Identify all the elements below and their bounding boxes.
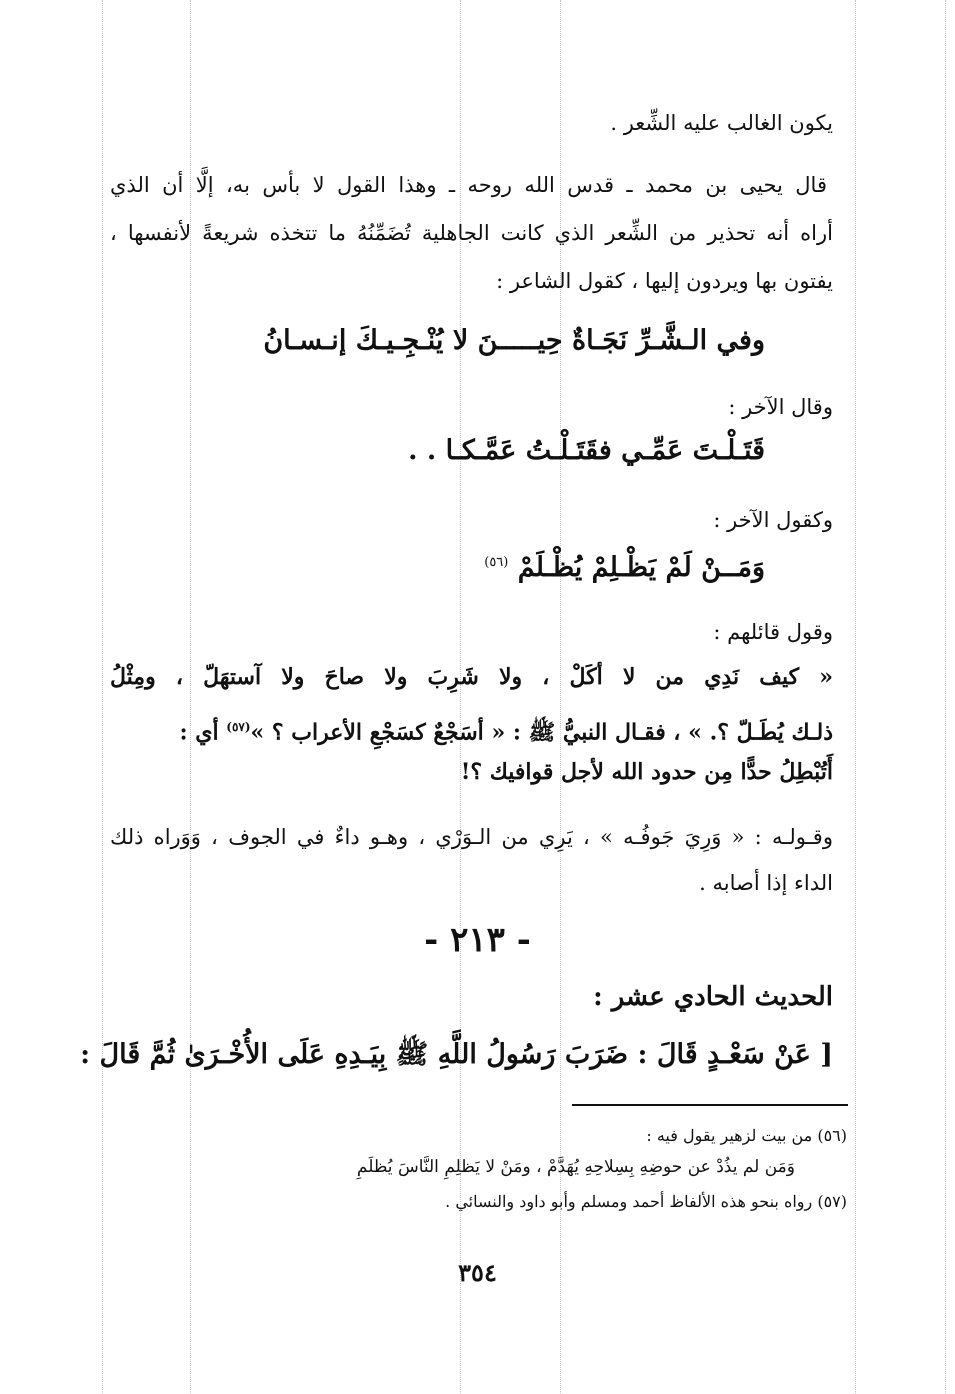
text-line: وكقول الآخر :: [713, 508, 833, 532]
text-line: وقـولـه : « وَرِيَ جَوفُـه » ، يَرِي من الـوَرْي ، وهـو داءٌ في الجوف ، وَوَراه ذلك: [110, 825, 833, 849]
poetry-verse: وفي الـشَّـرِّ نَجَـاةٌ حِيـــــنَ لا يُنْـجِـيـكَ إنـسـانُ: [263, 325, 765, 356]
section-heading: الحديث الحادي عشر :: [593, 982, 833, 1012]
text-line: قال يحيى بن محمد ـ قدس الله روحه ـ وهذا القول لا بأس به، إلَّا أن الذي: [110, 173, 827, 197]
footnote-verse: وَمَن لم يذُدْ عن حوضِهِ بِسِلاحِهِ يُهَدَّمْ ، ومَنْ لا يَظلِمِ النَّاسَ يُظلَمِ: [356, 1157, 795, 1177]
footnote: (٥٦) من بيت لزهير يقول فيه :: [646, 1126, 847, 1145]
text-segment: ذلـك يُطَـلّ ؟. » ، فقـال النبيُّ ﷺ : « أسَجْعٌ كسَجْعِ الأعراب ؟ »: [250, 719, 833, 746]
hadith-text: [ عَنْ سَعْـدٍ قَالَ : ضَرَبَ رَسُولُ اللَّهِ ﷺ بِيَـدِهِ عَلَى الأُخْـرَىٰ ثُمَّ قَالَ :: [80, 1039, 833, 1070]
text-segment: أي :: [179, 719, 219, 746]
text-line: وقال الآخر :: [728, 395, 833, 419]
page-number: ٣٥٤: [458, 1258, 497, 1287]
text-line: « كيف نَدِي من لا أكَلْ ، ولا شَرِبَ ولا صاحَ ولا آستهَلّ ، ومِثْلُ: [110, 664, 833, 690]
footnote-separator: [572, 1104, 848, 1106]
text-line: الداء إذا أصابه .: [699, 871, 833, 895]
margin-guide: [945, 0, 946, 1394]
text-line: أَتُبْطِلُ حدًّا مِن حدود الله لأجل قوافيك ؟!: [460, 759, 833, 785]
footnote-ref: (٥٧): [226, 720, 251, 734]
footnote: (٥٧) رواه بنحو هذه الألفاظ أحمد ومسلم وأبو داود والنسائي .: [445, 1192, 847, 1211]
text-line: وقول قائلهم :: [713, 620, 833, 644]
margin-guide: [560, 0, 561, 1394]
text-line: [110, 712, 833, 747]
margin-guide: [102, 0, 103, 1394]
margin-guide: [855, 0, 856, 1394]
verse-text: وَمَــنْ لَمْ يَظْـلِمْ يُظْـلَمْ: [517, 552, 765, 583]
margin-guide: [190, 0, 191, 1394]
poetry-verse: قَتَـلْـتَ عَمِّـي فقَتَـلْـتُ عَمَّـكـا . .: [408, 435, 765, 466]
margin-guide: [460, 0, 461, 1394]
footnote-ref: (٥٦): [484, 555, 509, 570]
section-number: - ٢١٣ -: [424, 920, 531, 960]
text-line: يكون الغالب عليه الشِّعر .: [610, 111, 833, 135]
poetry-verse: [110, 548, 765, 583]
text-line: أراه أنه تحذير من الشِّعر الذي كانت الجاهلية تُضَمِّنُهُ ما تتخذه شريعةً لأنفسها ،: [110, 221, 833, 245]
text-line: يفتون بها ويردون إليها ، كقول الشاعر :: [496, 269, 833, 293]
